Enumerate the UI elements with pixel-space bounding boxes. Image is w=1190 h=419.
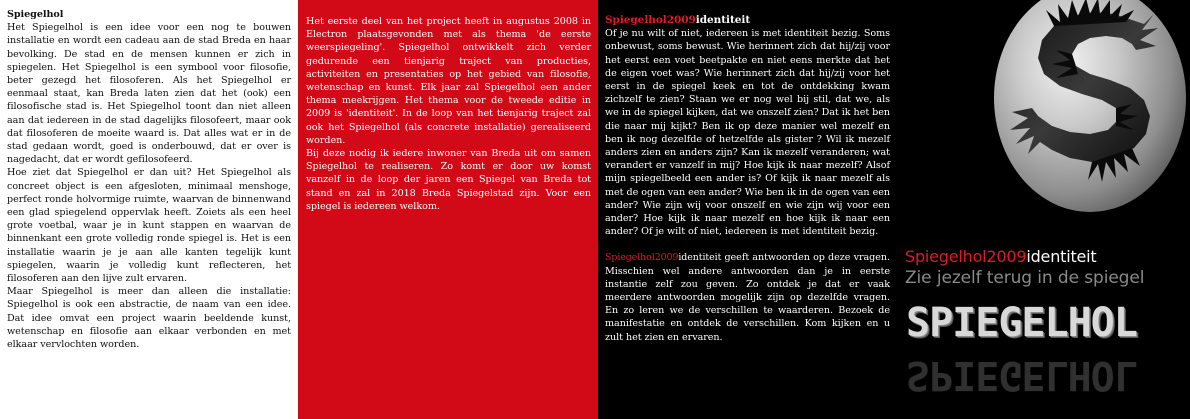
intro-text: [7, 8, 291, 351]
identity-paragraph-body: geeft antwoorden op deze vragen. Misschien wel andere antwoorden dan je in eerste instantie zelf zou geven. Zo ontdek je dat er vaak meerdere antwoorden mogelijk zijn op dezelfde vragen. En zo leren we de verschillen te waarderen. Bezoek de manifestatie en ontdek de verschillen. Kom kijken en u zult het zien en ervaren.: [605, 252, 890, 343]
spiegelhol-logo: SPIEGELHOL: [906, 300, 1137, 346]
project-paragraph: Bij deze nodig ik iedere inwoner van Breda uit om samen Spiegelhol te realiseren. Zo komt er door uw komst vanzelf in de loop der jaren een Spiegel van Breda tot stand en zal in 2018 Breda Spiegelstad zijn. Voor een spiegel is iedereen welkom.: [306, 148, 591, 212]
spiegelhol-logo-reflection: SPIEGELHOL: [906, 352, 1137, 398]
cover-panel: [898, 0, 1190, 419]
identity-heading: [605, 14, 890, 27]
identity-heading-theme: identiteit: [695, 14, 751, 26]
inline-brand: Spiegelhol2009: [605, 252, 679, 264]
mirror-sphere-image: [994, 0, 1186, 212]
intro-paragraph: Hoe ziet dat Spiegelhol er dan uit? Het Spiegelhol als concreet object is een afgesloten, minimaal menshoge, perfect ronde holvormige ruimte, waarvan de binnenwand een glad spiegelend oppervlak heeft. Zoiets als een heel grote voetbal, waar je in kunt stappen en waarvan de binnenkant een grote volledig ronde spiegel is. Het is een installatie waarin je je aan alle kanten tegelijk kunt spiegelen, waarin je volledig kunt reflecteren, het filosoferen aan den lijve zult ervaren.: [7, 167, 291, 285]
cover-tagline: [905, 247, 1097, 266]
cover-tagline-theme: identiteit: [1026, 247, 1097, 266]
project-text: [306, 15, 591, 213]
project-panel: [298, 0, 598, 419]
intro-paragraph: Het Spiegelhol is een idee voor een nog te bouwen installatie en wordt een cadeau aan de stad Breda en haar bevolking. De stad en de mensen kunnen er zich in spiegelen. Het Spiegelhol is een symbool voor filosofie, beter gezegd het filosoferen. Als het Spiegelhol er eenmaal staat, kan Breda laten zien dat het (ook) een filosofische stad is. Het Spiegelhol toont dan niet alleen aan dat iedereen in de stad dagelijks filosofeert, maar ook dat filosoferen de moeite waard is. Dat alles wat er in de stad gedaan wordt, goed is onderbouwd, dat er over is nagedacht, dat er wordt gefilosofeerd.: [7, 22, 291, 166]
identity-panel: [598, 0, 898, 419]
intro-panel: [0, 0, 298, 419]
project-paragraph: Het eerste deel van het project heeft in augustus 2008 in Electron plaatsgevonden met als thema 'de eerste weerspiegeling'. Spiegelhol ontwikkelt zich verder gedurende een tienjarig traject van producties, activiteiten en presentaties op het gebied van filosofie, wetenschap en kunst. Elk jaar zal Spiegelhol een ander thema meekrijgen. Het thema voor de tweede editie in 2009 is 'identiteit'. In de loop van het tienjarig traject zal ook het Spiegelhol (als concrete installatie) gerealiseerd worden.: [306, 16, 591, 146]
intro-paragraph: Maar Spiegelhol is meer dan alleen die installatie: Spiegelhol is ook een abstractie, de naam van een idee. Dat idee omvat een project waarin beeldende kunst, wetenschap en filosofie aan elkaar verbonden en met elkaar vervlochten worden.: [7, 286, 291, 351]
identity-paragraph: Of je nu wilt of niet, iedereen is met identiteit bezig. Soms onbewust, soms bewust. Wie herinnert zich dat hij/zij voor het eerst een voet beetpakte en niet eens merkte dat het de eigen voet was? Wie herinnert zich dat hij/zij voor het eerst in de spiegel keek en tot de ontdekking kwam zichzelf te zien? Staan we er nog wel bij stil, dat we, als we in de spiegel kijken, dat we onszelf zien? Dat ik het ben die naar mij kijkt? Ben ik op deze manier wel mezelf en ben ik nog dezelfde of hetzelfde als gister ? Wil ik mezelf anders zien en anders zijn? Kan ik mezelf veranderen; wat verandert er vanzelf in mij? Hoe kijk ik naar mezelf? Alsof mijn spiegelbeeld een ander is? Of kijk ik naar mezelf als met de ogen van een ander? Wie ben ik in de ogen van een ander? Wie zijn wij voor onszelf en wie zijn wij voor een ander? Hoe kijk ik naar mezelf en hoe kijk ik naar een ander? Of je wilt of niet, iedereen is met identiteit bezig.: [605, 28, 890, 238]
cover-tagline-brand: Spiegelhol2009: [905, 247, 1027, 266]
identity-heading-brand: Spiegelhol2009: [605, 14, 696, 26]
identity-text: [605, 14, 890, 344]
inline-theme: identiteit: [678, 252, 722, 264]
cover-subtitle: Zie jezelf terug in de spiegel: [905, 268, 1145, 288]
intro-heading: Spiegelhol: [7, 9, 64, 20]
paragraph-gap: [605, 238, 890, 251]
identity-paragraph: [605, 251, 890, 343]
spiky-s-emblem-icon: [994, 0, 1186, 212]
